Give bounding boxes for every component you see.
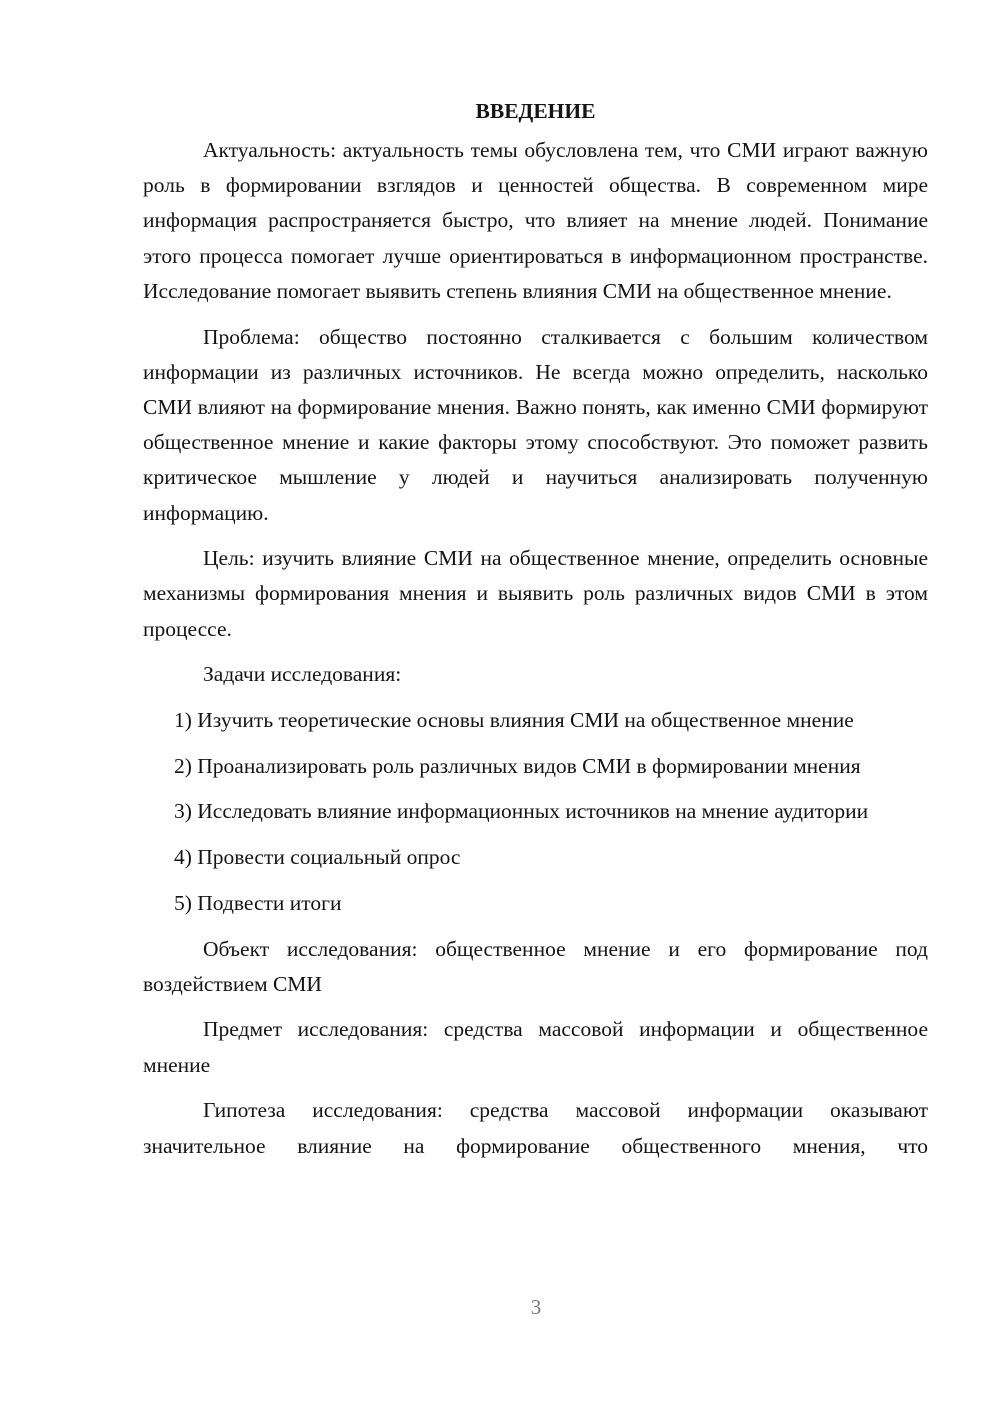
list-item-task-4: 4) Провести социальный опрос xyxy=(174,845,461,870)
section-heading: ВВЕДЕНИЕ xyxy=(475,99,596,123)
document-page xyxy=(143,96,928,1164)
paragraph-object: Объект исследования: общественное мнение и его формирование под воздействием СМИ xyxy=(143,936,928,996)
paragraph-subject: Предмет исследования: средства массовой информации и общественное мнение xyxy=(143,1017,928,1077)
list-item-task-3: 3) Исследовать влияние информационных источников на мнение аудитории xyxy=(174,799,869,824)
paragraph-hypothesis: Гипотеза исследования: средства массовой информации оказывают значительное влияние на формирование общественного мнения, что xyxy=(143,1098,928,1158)
list-item-task-5: 5) Подвести итоги xyxy=(174,890,342,915)
page-number: 3 xyxy=(530,1295,542,1319)
paragraph-goal: Цель: изучить влияние СМИ на общественное мнение, определить основные механизмы формирования мнения и выявить роль различных видов СМИ в этом процессе. xyxy=(143,546,928,641)
list-item-task-2: 2) Проанализировать роль различных видов СМИ в формировании мнения xyxy=(174,753,861,778)
paragraph-problem: Проблема: общество постоянно сталкивается с большим количеством информации из различных источников. Не всегда можно определить, насколько СМИ влияют на формирование мнения. Важно понять, как именно СМИ формируют общественное мнение и какие факторы этому способствуют. Это поможет развить критическое мышление у людей и научиться анализировать полученную информацию. xyxy=(143,324,928,525)
paragraph-relevance: Актуальность: актуальность темы обусловлена тем, что СМИ играют важную роль в формировании взглядов и ценностей общества. В современном мире информация распространяется быстро, что влияет на мнение людей. Понимание этого процесса помогает лучше ориентироваться в информационном пространстве. Исследование помогает выявить степень влияния СМИ на общественное мнение. xyxy=(143,138,928,303)
list-item-task-1: 1) Изучить теоретические основы влияния СМИ на общественное мнение xyxy=(174,708,854,733)
tasks-heading: Задачи исследования: xyxy=(203,662,402,687)
